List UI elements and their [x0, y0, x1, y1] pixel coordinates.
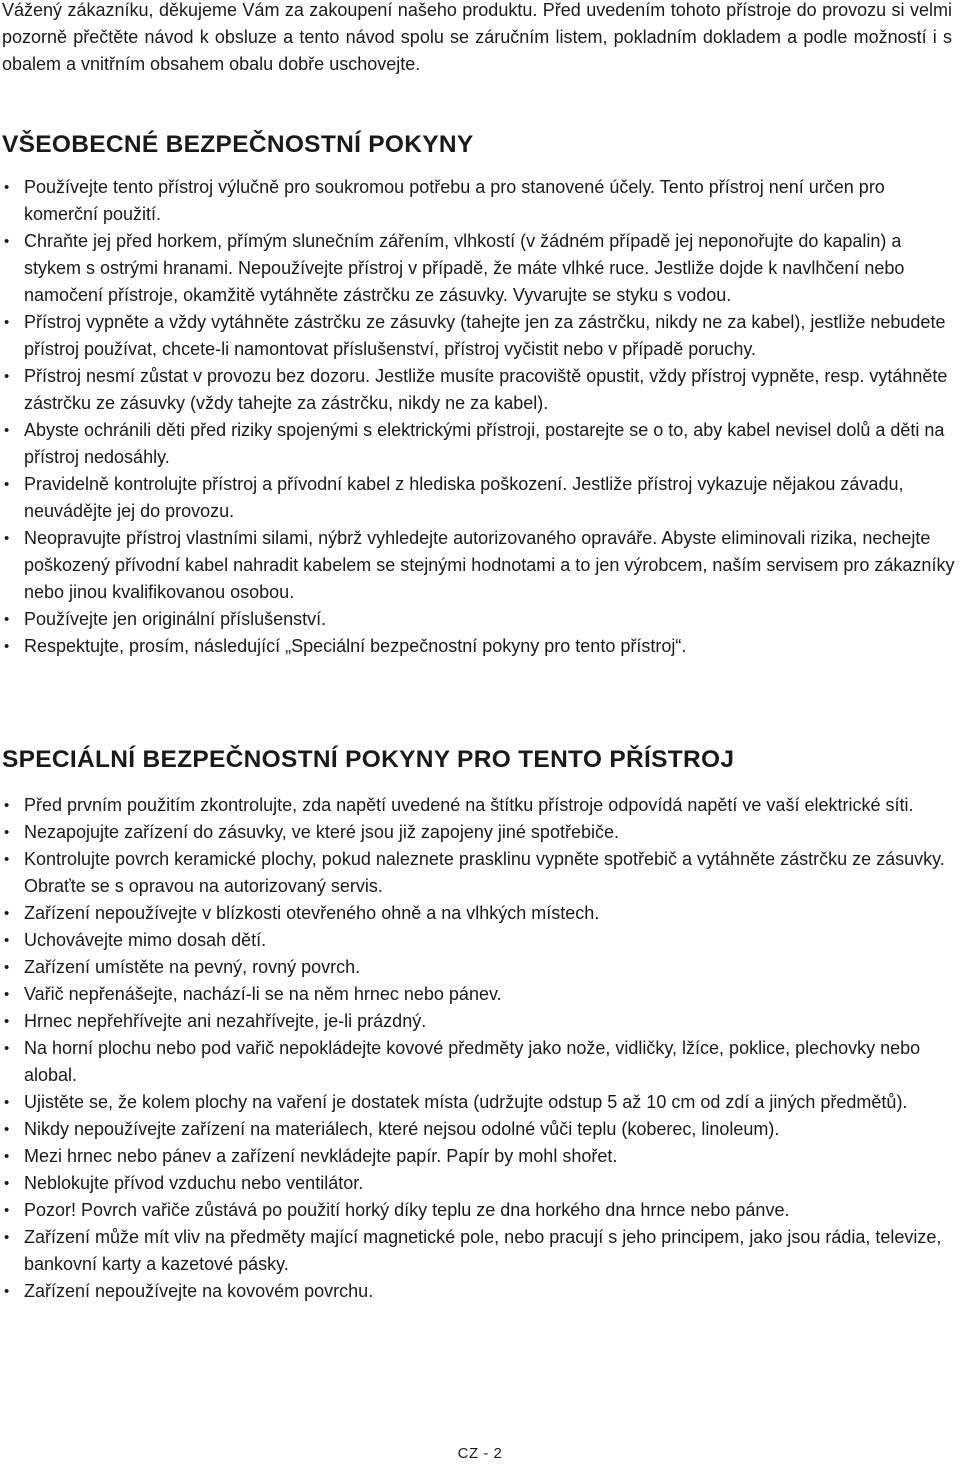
list-item: • Mezi hrnec nebo pánev a zařízení nevkládejte papír. Papír by mohl shořet.	[0, 1143, 958, 1170]
list-item: • Respektujte, prosím, následující „Speciální bezpečnostní pokyny pro tento přístroj“.	[0, 633, 958, 660]
list-item: • Neblokujte přívod vzduchu nebo ventilátor.	[0, 1170, 958, 1197]
list-item: • Chraňte jej před horkem, přímým slunečním zářením, vlhkostí (v žádném případě jej neponořujte do kapalin) a stykem s ostrými hranami. Nepoužívejte přístroj v případě, že máte vlhké ruce. Jestliže dojde k navlhčení nebo namočení přístroje, okamžitě vytáhněte zástrčku ze zásuvky. Vyvarujte se styku s vodou.	[0, 228, 958, 309]
intro-paragraph: Vážený zákazníku, děkujeme Vám za zakoupení našeho produktu. Před uvedením tohoto přístroje do provozu si velmi pozorně přečtěte návod k obsluze a tento návod spolu se záručním listem, pokladním dokladem a podle možností i s obalem a vnitřním obsahem obalu dobře uschovejte.	[2, 0, 952, 74]
list-item: • Kontrolujte povrch keramické plochy, pokud naleznete prasklinu vypněte spotřebič a vytáhněte zástrčku ze zásuvky. Obraťte se s opravou na autorizovaný servis.	[0, 846, 958, 900]
list-item: • Zařízení umístěte na pevný, rovný povrch.	[0, 954, 958, 981]
page-number: CZ - 2	[457, 1445, 503, 1462]
list-item: • Používejte tento přístroj výlučně pro soukromou potřebu a pro stanovené účely. Tento přístroj není určen pro komerční použití.	[0, 174, 958, 228]
list-item: • Nezapojujte zařízení do zásuvky, ve které jsou již zapojeny jiné spotřebiče.	[0, 819, 958, 846]
list-item: • Přístroj nesmí zůstat v provozu bez dozoru. Jestliže musíte pracoviště opustit, vždy přístroj vypněte, resp. vytáhněte zástrčku ze zásuvky (vždy tahejte za zástrčku, nikdy ne za kabel).	[0, 363, 958, 417]
general-safety-list	[0, 174, 958, 660]
section-heading-special-safety: SPECIÁLNÍ BEZPEČNOSTNÍ POKYNY PRO TENTO PŘÍSTROJ	[2, 746, 735, 773]
list-item: • Pozor! Povrch vařiče zůstává po použití horký díky teplu ze dna horkého dna hrnce nebo pánve.	[0, 1197, 958, 1224]
list-item: • Nikdy nepoužívejte zařízení na materiálech, které nejsou odolné vůči teplu (koberec, linoleum).	[0, 1116, 958, 1143]
list-item: • Uchovávejte mimo dosah dětí.	[0, 927, 958, 954]
list-item: • Zařízení nepoužívejte na kovovém povrchu.	[0, 1278, 958, 1305]
list-item: • Přístroj vypněte a vždy vytáhněte zástrčku ze zásuvky (tahejte jen za zástrčku, nikdy ne za kabel), jestliže nebudete přístroj používat, chcete-li namontovat příslušenství, přístroj vyčistit nebo v případě poruchy.	[0, 309, 958, 363]
list-item: • Zařízení nepoužívejte v blízkosti otevřeného ohně a na vlhkých místech.	[0, 900, 958, 927]
list-item: • Pravidelně kontrolujte přístroj a přívodní kabel z hlediska poškození. Jestliže přístroj vykazuje nějakou závadu, neuvádějte jej do provozu.	[0, 471, 958, 525]
section-heading-general-safety: VŠEOBECNÉ BEZPEČNOSTNÍ POKYNY	[2, 131, 474, 158]
list-item: • Zařízení může mít vliv na předměty mající magnetické pole, nebo pracují s jeho principem, jako jsou rádia, televize, bankovní karty a kazetové pásky.	[0, 1224, 958, 1278]
list-item: • Abyste ochránili děti před riziky spojenými s elektrickými přístroji, postarejte se o to, aby kabel nevisel dolů a děti na přístroj nedosáhly.	[0, 417, 958, 471]
list-item: • Na horní plochu nebo pod vařič nepokládejte kovové předměty jako nože, vidličky, lžíce, poklice, plechovky nebo alobal.	[0, 1035, 958, 1089]
list-item: • Před prvním použitím zkontrolujte, zda napětí uvedené na štítku přístroje odpovídá napětí ve vaší elektrické síti.	[0, 792, 958, 819]
list-item: • Používejte jen originální příslušenství.	[0, 606, 958, 633]
special-safety-list	[0, 792, 958, 1305]
list-item: • Hrnec nepřehřívejte ani nezahřívejte, je-li prázdný.	[0, 1008, 958, 1035]
list-item: • Vařič nepřenášejte, nachází-li se na něm hrnec nebo pánev.	[0, 981, 958, 1008]
list-item: • Neopravujte přístroj vlastními silami, nýbrž vyhledejte autorizovaného opraváře. Abyste eliminovali rizika, nechejte poškozený přívodní kabel nahradit kabelem se stejnými hodnotami a to jen výrobcem, naším servisem pro zákazníky nebo jinou kvalifikovanou osobou.	[0, 525, 958, 606]
list-item: • Ujistěte se, že kolem plochy na vaření je dostatek místa (udržujte odstup 5 až 10 cm od zdí a jiných předmětů).	[0, 1089, 958, 1116]
